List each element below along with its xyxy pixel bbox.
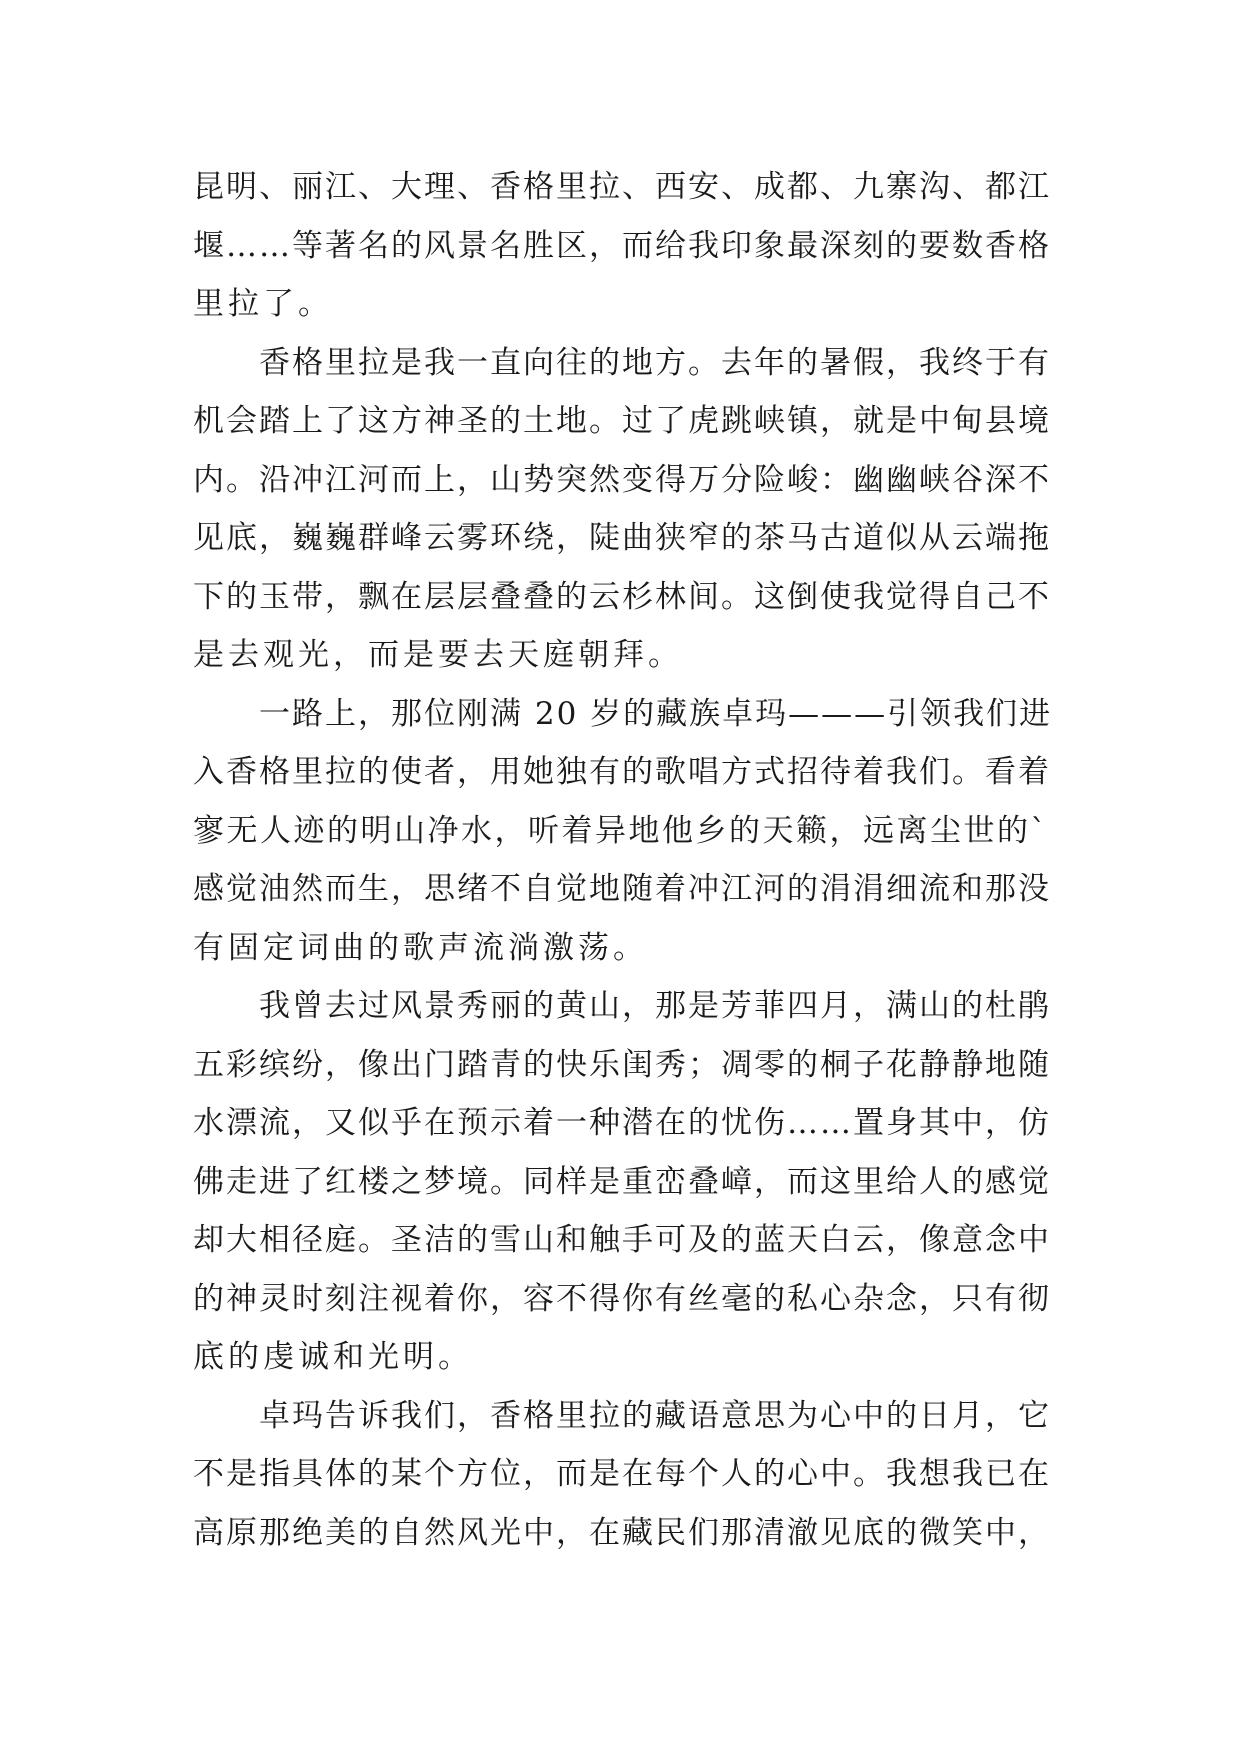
paragraph-1 bbox=[193, 158, 1053, 334]
paragraph-2 bbox=[193, 334, 1053, 685]
text-line: 五彩缤纷，像出门踏青的快乐闺秀；凋零的桐子花静静地随 bbox=[193, 1046, 1051, 1083]
text-line: 有固定词曲的歌声流淌激荡。 bbox=[193, 929, 648, 966]
text-line: 内。沿冲江河而上，山势突然变得万分险峻：幽幽峡谷深不 bbox=[193, 461, 1051, 498]
text-line: 高原那绝美的自然风光中，在藏民们那清澈见底的微笑中， bbox=[193, 1514, 1051, 1551]
text-line: 却大相径庭。圣洁的雪山和触手可及的蓝天白云，像意念中 bbox=[193, 1222, 1051, 1258]
text-line: 堰……等著名的风景名胜区，而给我印象最深刻的要数香格 bbox=[193, 227, 1051, 264]
paragraph-4 bbox=[193, 977, 1053, 1387]
text-line: 是去观光，而是要去天庭朝拜。 bbox=[193, 637, 683, 673]
paragraph-5 bbox=[193, 1387, 1053, 1563]
text-line: 下的玉带，飘在层层叠叠的云杉林间。这倒使我觉得自己不 bbox=[193, 578, 1051, 615]
text-line: 入香格里拉的使者，用她独有的歌唱方式招待着我们。看着 bbox=[193, 754, 1051, 790]
document-body bbox=[193, 158, 1053, 1562]
text-line: 见底，巍巍群峰云雾环绕，陡曲狭窄的茶马古道似从云端拖 bbox=[193, 520, 1051, 556]
text-line: 里拉了。 bbox=[193, 286, 333, 322]
text-line: 卓玛告诉我们，香格里拉的藏语意思为心中的日月，它 bbox=[259, 1397, 1051, 1434]
text-line: 我曾去过风景秀丽的黄山，那是芳菲四月，满山的杜鹃 bbox=[259, 988, 1051, 1024]
text-line: 昆明、丽江、大理、香格里拉、西安、成都、九寨沟、都江 bbox=[193, 169, 1051, 205]
text-line: 机会踏上了这方神圣的土地。过了虎跳峡镇，就是中甸县境 bbox=[193, 403, 1051, 439]
text-line: 不是指具体的某个方位，而是在每个人的心中。我想我已在 bbox=[193, 1456, 1051, 1492]
paragraph-3 bbox=[193, 685, 1053, 978]
text-line: 水漂流，又似乎在预示着一种潜在的忧伤……置身其中，仿 bbox=[193, 1105, 1051, 1141]
text-line: 香格里拉是我一直向往的地方。去年的暑假，我终于有 bbox=[259, 344, 1051, 381]
text-line: 寥无人迹的明山净水，听着异地他乡的天籁，远离尘世的` bbox=[193, 812, 1049, 849]
text-line: 感觉油然而生，思绪不自觉地随着冲江河的涓涓细流和那没 bbox=[193, 871, 1051, 907]
text-line: 的神灵时刻注视着你，容不得你有丝毫的私心杂念，只有彻 bbox=[193, 1280, 1051, 1317]
text-line: 一路上，那位刚满 20 岁的藏族卓玛———引领我们进 bbox=[259, 695, 1053, 732]
text-line: 佛走进了红楼之梦境。同样是重峦叠嶂，而这里给人的感觉 bbox=[193, 1163, 1051, 1200]
text-line: 底的虔诚和光明。 bbox=[193, 1339, 473, 1375]
